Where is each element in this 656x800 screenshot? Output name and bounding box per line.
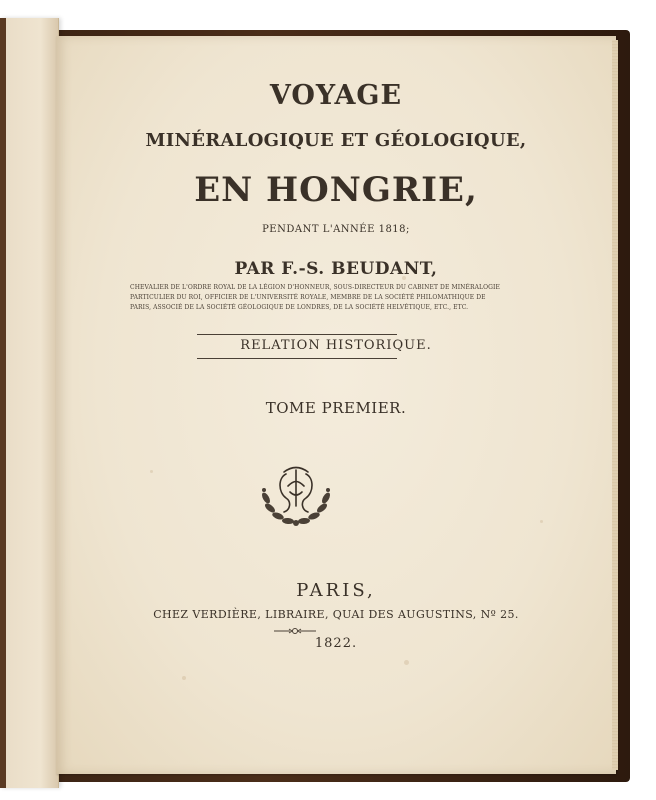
flyleaf-page [0,18,59,788]
title-line-year: PENDANT L'ANNÉE 1818; [262,224,410,235]
author-credentials-line: PARTICULIER DU ROI, OFFICIER DE L'UNIVERSITÉ ROYALE, MEMBRE DE LA SOCIÉTÉ PHILOMATHIQUE DE [130,294,486,301]
imprint-city: PARIS, [296,580,376,601]
imprint-publisher: CHEZ VERDIÈRE, LIBRAIRE, QUAI DES AUGUSTINS, Nº 25. [153,608,519,621]
author-line: PAR F.-S. BEUDANT, [234,259,438,279]
title-line-subject: MINÉRALOGIQUE ET GÉOLOGIQUE, [145,130,527,151]
author-credentials-line: CHEVALIER DE L'ORDRE ROYAL DE LA LÉGION D'HONNEUR, SOUS-DIRECTEUR DU CABINET DE MINÉRALOGIE [130,284,500,291]
volume-label: TOME PREMIER. [265,399,407,417]
foxing-spot [540,520,543,523]
title-line-country: EN HONGRIE, [194,170,478,210]
author-credentials-line: PARIS, ASSOCIÉ DE LA SOCIÉTÉ GÉOLOGIQUE DE LONDRES, DE LA SOCIÉTÉ HELVÉTIQUE, ETC., ETC. [130,304,469,311]
foxing-spot [150,470,153,473]
ornament-rule-icon [272,627,318,635]
foxing-spot [182,676,186,680]
imprint-year: 1822. [314,636,358,651]
section-heading: RELATION HISTORIQUE. [240,338,432,353]
book-spine-edge [0,18,6,788]
foxing-spot [404,660,409,665]
title-line-voyage: VOYAGE [269,80,403,111]
monogram-wreath-icon [256,462,336,532]
